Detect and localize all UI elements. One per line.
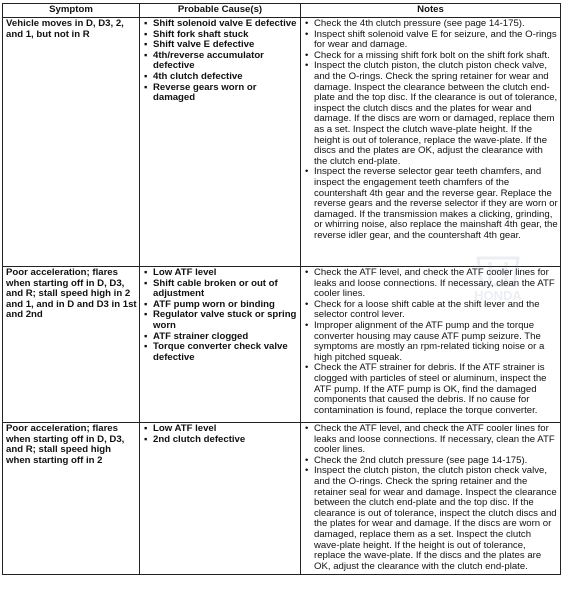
- causes-list: [143, 424, 298, 445]
- cause-item: ▪ Shift fork shaft stuck: [143, 30, 298, 41]
- note-item: • Inspect shift solenoid valve E for seizure, and the O-rings for wear and damage.: [304, 30, 558, 51]
- note-item: • Check for a loose shift cable at the shift lever and the selector control lever.: [304, 300, 558, 321]
- cause-item: ▪ ATF strainer clogged: [143, 332, 298, 343]
- table-row: [3, 267, 561, 423]
- header-notes: Notes: [301, 4, 561, 18]
- cause-item: ▪ Shift solenoid valve E defective: [143, 19, 298, 30]
- note-item: • Check the ATF level, and check the ATF cooler lines for leaks and loose connections. If necessary, clean the ATF cooler lines.: [304, 424, 558, 456]
- cause-item: ▪ Reverse gears worn or damaged: [143, 83, 298, 104]
- causes-cell: [140, 18, 301, 267]
- cause-item: ▪ 4th/reverse accumulator defective: [143, 51, 298, 72]
- note-item: • Inspect the clutch piston, the clutch piston check valve, and the O-rings. Check the spring retainer for wear and damage. Inspect the clearance between the clutch end-plate and the top disc. If the clearance is out of tolerance, inspect the clutch discs and the plates for wear and damage. If the discs are worn or damaged, replace them as a set. Inspect the clutch wave-plate height. If the height is out of tolerance, replace the wave-plate. If the discs and the plates are OK, adjust the clearance with the clutch end-plate.: [304, 61, 558, 167]
- cause-item: ▪ 4th clutch defective: [143, 72, 298, 83]
- table-row: [3, 423, 561, 575]
- symptom-cell: Poor acceleration; flares when starting off in D, D3, and R; stall speed high when starting off in 2: [3, 423, 140, 575]
- causes-list: [143, 268, 298, 363]
- troubleshooting-table: [2, 3, 561, 575]
- symptom-cell: Vehicle moves in D, D3, 2, and 1, but not in R: [3, 18, 140, 267]
- header-probable-causes: Probable Cause(s): [140, 4, 301, 18]
- cause-item: ▪ Torque converter check valve defective: [143, 342, 298, 363]
- note-item: • Inspect the clutch piston, the clutch piston check valve, and the O-rings. Check the spring retainer and the retainer seal for wear and damage. Inspect the clearance between the clutch end-plate and the top disc. If the clearance is out of tolerance, inspect the clutch discs and the plates for wear and damage. If the discs are worn or damaged, replace them as a set. Inspect the clutch wave-plate height. If the height is out of tolerance, replace the wave-plate. If the discs and the plates are OK, adjust the clearance with the clutch end-plate.: [304, 466, 558, 572]
- notes-cell: [301, 18, 561, 267]
- cause-item: ▪ ATF pump worn or binding: [143, 300, 298, 311]
- cause-item: ▪ Regulator valve stuck or spring worn: [143, 310, 298, 331]
- cause-item: ▪ 2nd clutch defective: [143, 435, 298, 446]
- cause-item: ▪ Low ATF level: [143, 268, 298, 279]
- causes-cell: [140, 423, 301, 575]
- table-header-row: [3, 4, 561, 18]
- causes-list: [143, 19, 298, 104]
- note-item: • Improper alignment of the ATF pump and the torque converter housing may cause ATF pump seizure. The symptoms are mostly an rpm-related ticking noise or a high pitched squeak.: [304, 321, 558, 363]
- note-item: • Inspect the reverse selector gear teeth chamfers, and inspect the engagement teeth chamfers of the countershaft 4th gear and the reverse gear. Replace the reverse gears and the reverse selector if they are worn or damaged. If the transmission makes a clicking, grinding, or whirring noise, also replace the mainshaft 4th gear, the reverse idler gear, and the countershaft 4th gear.: [304, 167, 558, 241]
- notes-list: [304, 19, 558, 241]
- note-item: • Check the ATF strainer for debris. If the ATF strainer is clogged with particles of steel or aluminum, inspect the ATF pump. If the ATF pump is OK, find the damaged components that caused the debris. If no cause for contamination is found, replace the torque converter.: [304, 363, 558, 416]
- table-row: [3, 18, 561, 267]
- notes-list: [304, 424, 558, 572]
- symptom-cell: Poor acceleration; flares when starting off in D, D3, and R; stall speed high in 2 and 1, and in D and D3 in 1st and 2nd: [3, 267, 140, 423]
- notes-cell: [301, 423, 561, 575]
- cause-item: ▪ Low ATF level: [143, 424, 298, 435]
- watermark-text: HONDA: [474, 288, 522, 303]
- notes-list: [304, 268, 558, 416]
- header-symptom: Symptom: [3, 4, 140, 18]
- cause-item: ▪ Shift cable broken or out of adjustment: [143, 279, 298, 300]
- note-item: • Check the 4th clutch pressure (see page 14-175).: [304, 19, 558, 30]
- note-item: • Check for a missing shift fork bolt on the shift fork shaft.: [304, 51, 558, 62]
- causes-cell: [140, 267, 301, 423]
- note-item: • Check the ATF level, and check the ATF cooler lines for leaks and loose connections. If necessary, clean the ATF cooler lines.: [304, 268, 558, 300]
- note-item: • Check the 2nd clutch pressure (see page 14-175).: [304, 456, 558, 467]
- notes-cell: [301, 267, 561, 423]
- cause-item: ▪ Shift valve E defective: [143, 40, 298, 51]
